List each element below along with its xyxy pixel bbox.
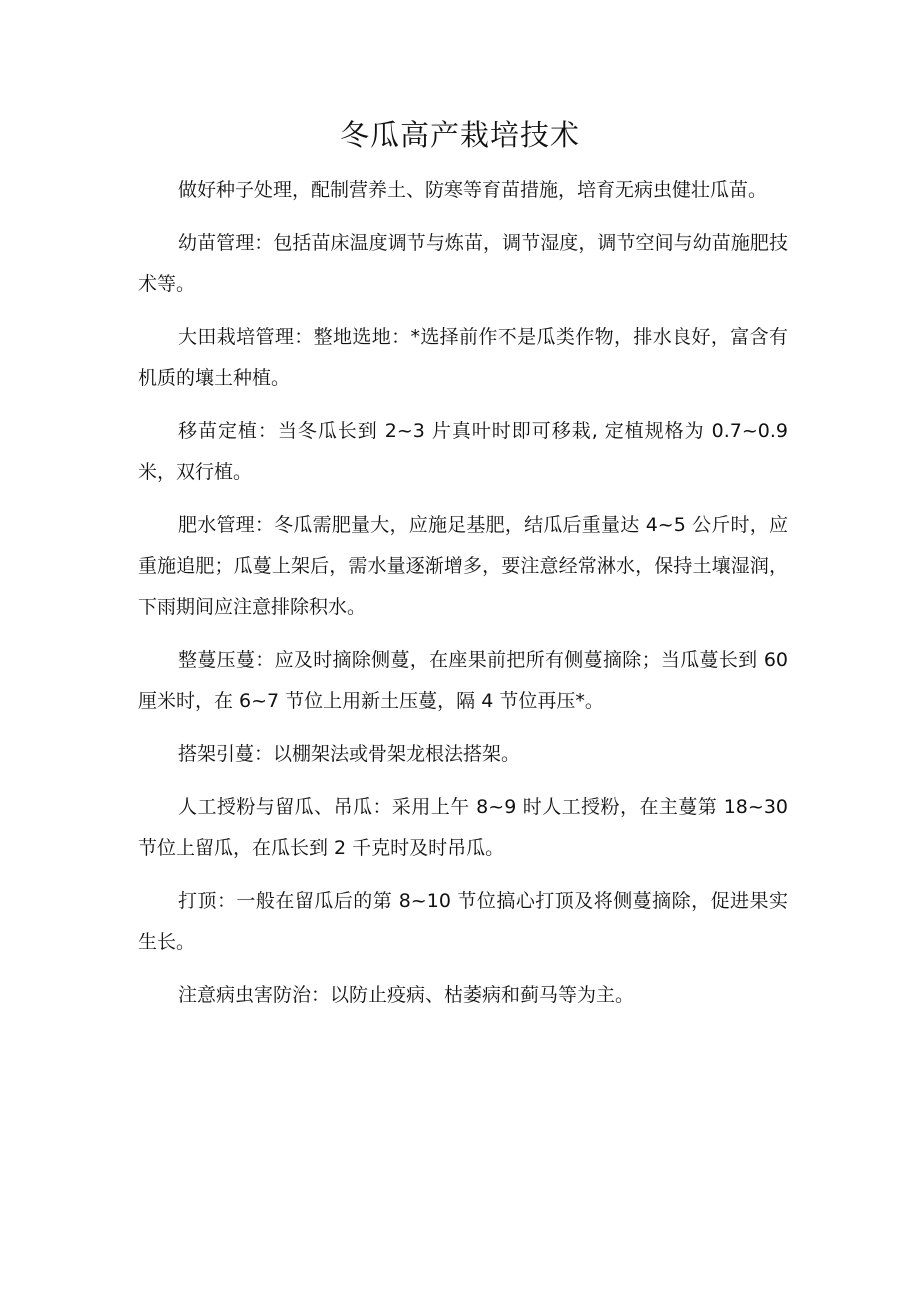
document-title: 冬瓜高产栽培技术: [339, 118, 580, 152]
paragraph-topping: 打顶：一般在留瓜后的第 8~10 节位搞心打顶及将侧蔓摘除，促进果实生长。: [138, 890, 788, 953]
document-body: [138, 170, 788, 1028]
paragraph-pollination: 人工授粉与留瓜、吊瓜：采用上午 8~9 时人工授粉，在主蔓第 18~30 节位上留瓜，在瓜长到 2 千克时及时吊瓜。: [138, 796, 788, 859]
paragraph-fertilizer-water: 肥水管理：冬瓜需肥量大，应施足基肥，结瓜后重量达 4~5 公斤时，应重施追肥；瓜蔓上架后，需水量逐渐增多，要注意经常淋水，保持土壤湿润，下雨期间应注意排除积水。: [138, 514, 788, 618]
paragraph-field-management: 大田栽培管理：整地选地：*选择前作不是瓜类作物，排水良好，富含有机质的壤土种植。: [138, 326, 788, 389]
paragraph-vine-pruning: 整蔓压蔓：应及时摘除侧蔓，在座果前把所有侧蔓摘除；当瓜蔓长到 60 厘米时，在 6~7 节位上用新土压蔓，隔 4 节位再压*。: [138, 649, 788, 712]
paragraph-transplanting: 移苗定植：当冬瓜长到 2~3 片真叶时即可移栽, 定植规格为 0.7~0.9 米，双行植。: [138, 420, 788, 483]
paragraph-seedling-management: 幼苗管理：包括苗床温度调节与炼苗，调节湿度，调节空间与幼苗施肥技术等。: [138, 232, 788, 295]
paragraph-pest-control: 注意病虫害防治：以防止疫病、枯萎病和蓟马等为主。: [178, 984, 635, 1006]
paragraph-trellising: 搭架引蔓：以棚架法或骨架龙根法搭架。: [178, 743, 521, 765]
paragraph-seedling-prep: 做好种子处理，配制营养土、防寒等育苗措施，培育无病虫健壮瓜苗。: [178, 179, 768, 201]
